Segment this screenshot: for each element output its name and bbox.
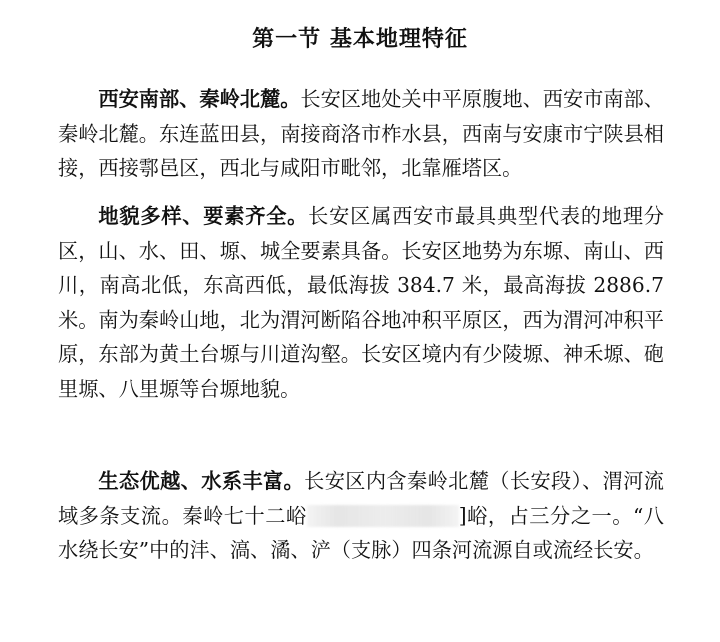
paragraph-landform: [58, 199, 664, 406]
paragraph-lead: 西安南部、秦岭北麓。: [98, 87, 301, 111]
paragraph-body: 长安区地处关中平原腹地、西安市南部、秦岭北麓。东连蓝田县，南接商洛市柞水县，西南与安康市宁陕县相接，西接鄠邑区，西北与咸阳市毗邻，北靠雁塔区。: [58, 87, 664, 180]
paragraph-ecology: [58, 464, 664, 568]
paragraph-body-part2: ]峪，占三分之一。“八水绕长安”中的沣、滈、潏、浐（支脉）四条河流源自或流经长安。: [58, 503, 664, 562]
paragraph-lead: 生态优越、水系丰富。: [98, 469, 305, 493]
paragraph-body: 长安区属西安市最具典型代表的地理分区，山、水、田、塬、城全要素具备。长安区地势为东塬、南山、西川，南高北低，东高西低，最低海拔 384.7 米，最高海拔 2886.7 米。南为秦岭山地，北为渭河断陷谷地冲积平原区，西为渭河冲积平原，东部为黄土台塬与川道沟壑。长安区境内有少陵塬、神禾塬、砲里塬、八里塬等台塬地貌。: [58, 204, 664, 401]
paragraph-location: [58, 82, 664, 186]
redacted-blur: [307, 505, 459, 527]
paragraph-body-part1: 长安区内含秦岭北麓（长安段）、渭河流域多条支流。秦岭七十二峪: [58, 469, 664, 528]
paragraph-lead: 地貌多样、要素齐全。: [98, 204, 309, 228]
section-title: 第一节 基本地理特征: [252, 26, 468, 52]
